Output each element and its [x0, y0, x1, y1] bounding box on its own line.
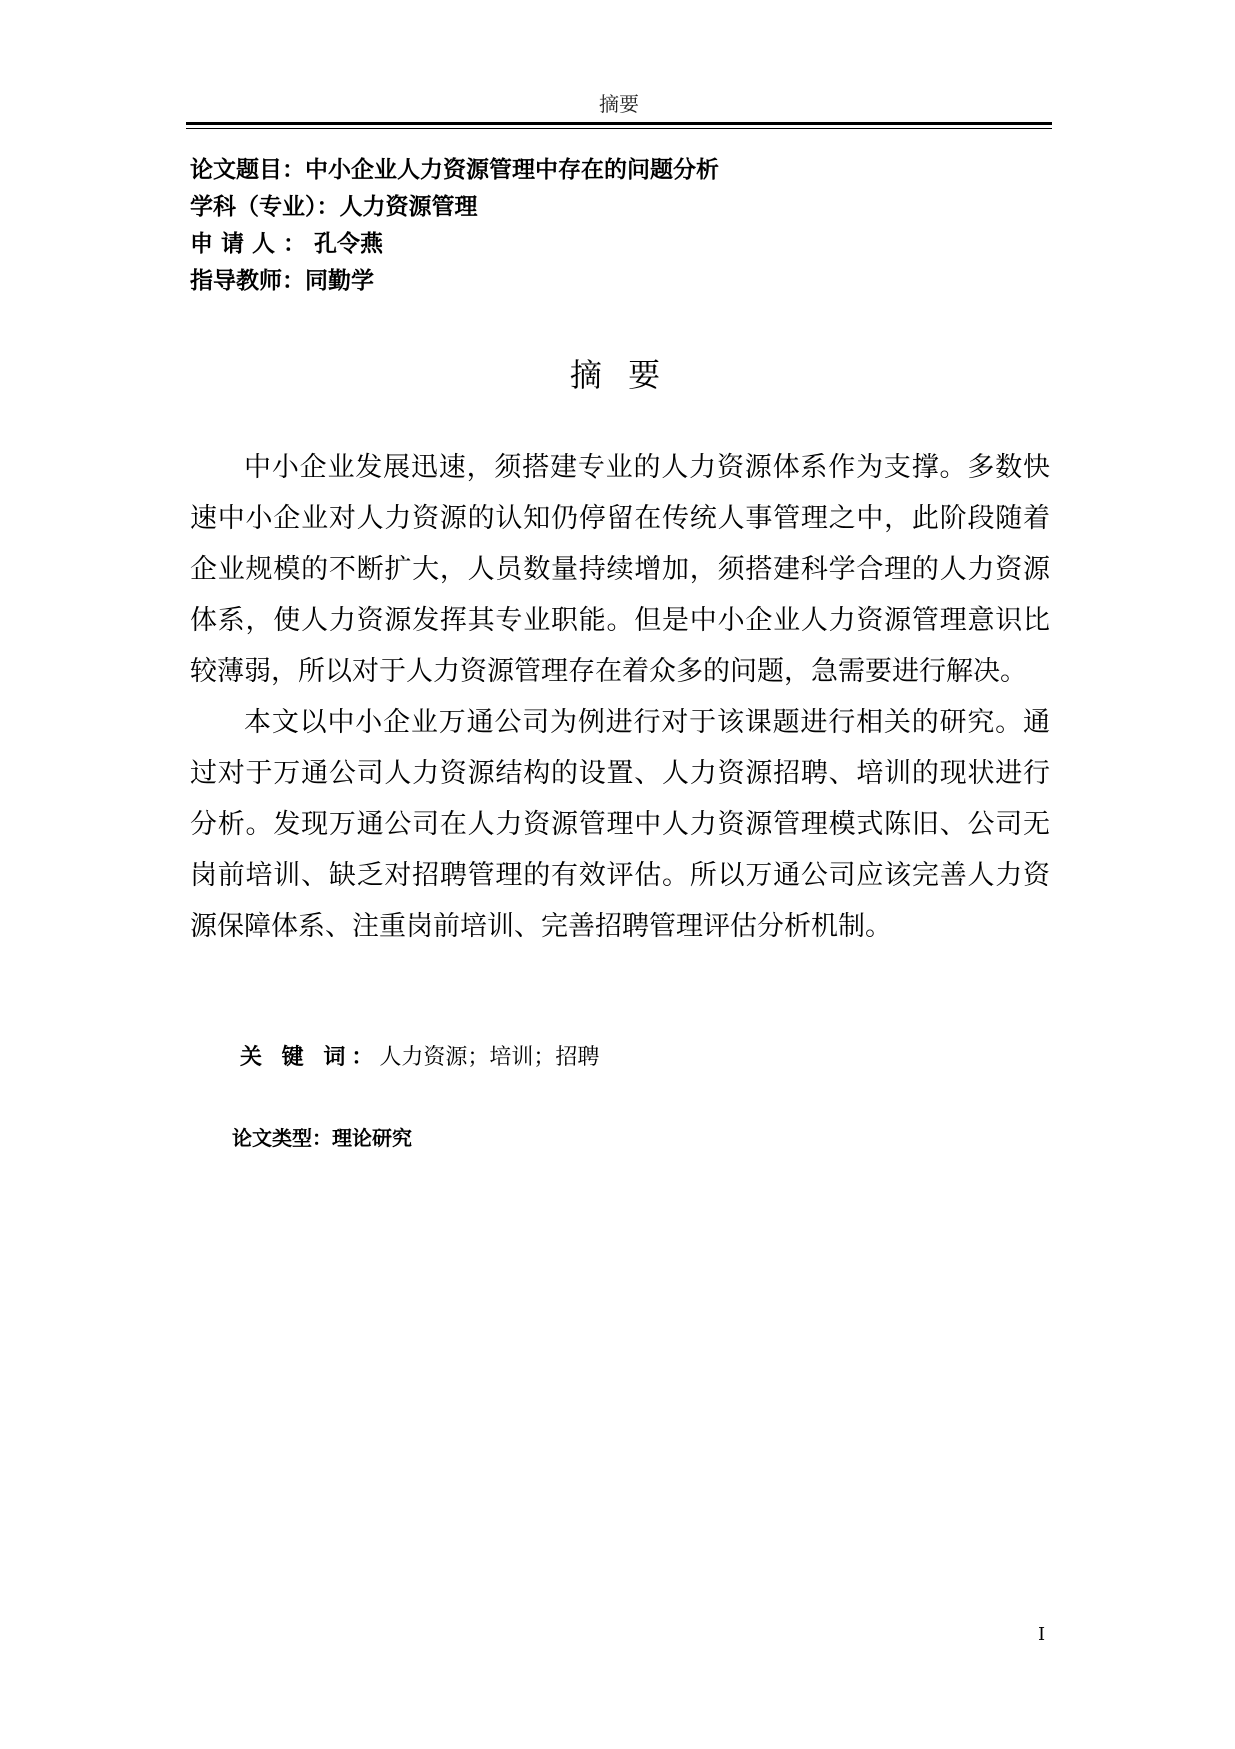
- header-rule-thick: [186, 122, 1052, 125]
- thesis-meta-block: [190, 152, 719, 300]
- discipline-line: 学科（专业）：人力资源管理: [190, 194, 478, 220]
- advisor-line: 指导教师：同勤学: [190, 268, 374, 294]
- abstract-paragraph-2: 本文以中小企业万通公司为例进行对于该课题进行相关的研究。通过对于万通公司人力资源结构的设置、人力资源招聘、培训的现状进行分析。发现万通公司在人力资源管理中人力资源管理模式陈旧、公司无岗前培训、缺乏对招聘管理的有效评估。所以万通公司应该完善人力资源保障体系、注重岗前培训、完善招聘管理评估分析机制。: [190, 707, 1050, 942]
- header-rule-thin: [186, 128, 1052, 129]
- applicant-line: 申 请 人 ： 孔令燕: [190, 231, 384, 257]
- page-number: I: [1038, 1624, 1046, 1645]
- thesis-title-line: 论文题目：中小企业人力资源管理中存在的问题分析: [190, 157, 719, 183]
- abstract-body: [190, 442, 1050, 952]
- keywords-value: 人力资源；培训；招聘: [379, 1045, 600, 1070]
- abstract-paragraph-1: 中小企业发展迅速，须搭建专业的人力资源体系作为支撑。多数快速中小企业对人力资源的认知仍停留在传统人事管理之中，此阶段随着企业规模的不断扩大，人员数量持续增加，须搭建科学合理的人力资源体系，使人力资源发挥其专业职能。但是中小企业人力资源管理意识比较薄弱，所以对于人力资源管理存在着众多的问题，急需要进行解决。: [190, 452, 1050, 687]
- keywords-label: 关 键 词：: [240, 1045, 380, 1070]
- abstract-title: 摘 要: [569, 356, 669, 394]
- running-header: 摘要: [599, 92, 639, 116]
- keywords-line: [240, 1040, 599, 1071]
- paper-type-line: 论文类型：理论研究: [232, 1126, 412, 1150]
